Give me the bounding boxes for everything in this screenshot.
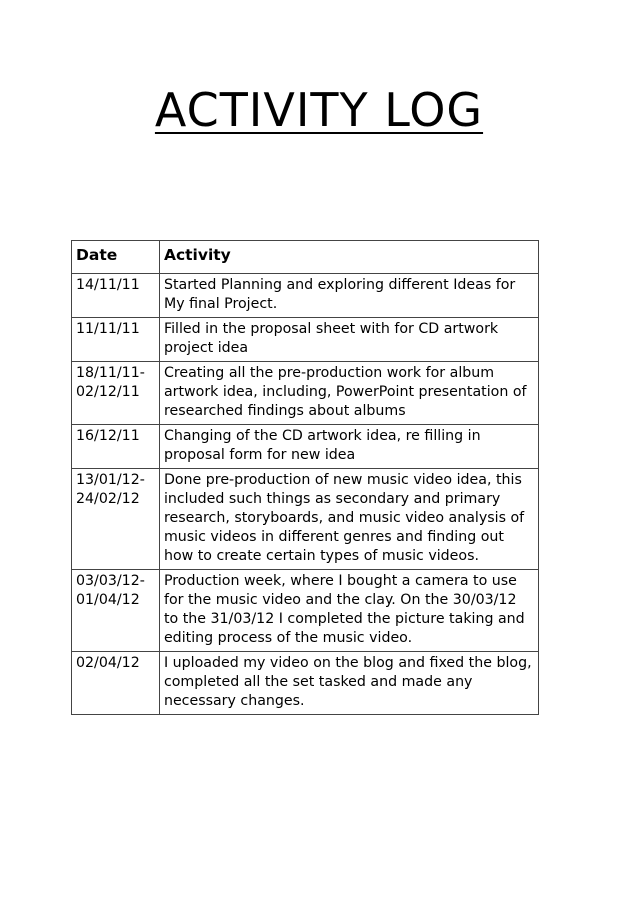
date-cell: 03/03/12- 01/04/12 xyxy=(72,570,160,652)
date-cell: 18/11/11- 02/12/11 xyxy=(72,362,160,425)
activity-cell: Filled in the proposal sheet with for CD artwork project idea xyxy=(159,318,538,362)
date-cell: 13/01/12- 24/02/12 xyxy=(72,469,160,570)
activity-column-header: Activity xyxy=(159,241,538,274)
activity-log-table xyxy=(71,240,539,715)
activity-cell: I uploaded my video on the blog and fixed the blog, completed all the set tasked and made any necessary changes. xyxy=(159,652,538,715)
table-header-row xyxy=(72,241,539,274)
activity-cell: Production week, where I bought a camera to use for the music video and the clay. On the 30/03/12 to the 31/03/12 I completed the picture taking and editing process of the music video. xyxy=(159,570,538,652)
activity-cell: Changing of the CD artwork idea, re filling in proposal form for new idea xyxy=(159,425,538,469)
table-row xyxy=(72,274,539,318)
page-title xyxy=(0,82,638,138)
date-cell: 11/11/11 xyxy=(72,318,160,362)
table-row xyxy=(72,570,539,652)
table-row xyxy=(72,425,539,469)
table-row xyxy=(72,469,539,570)
date-cell: 02/04/12 xyxy=(72,652,160,715)
activity-cell: Creating all the pre-production work for album artwork idea, including, PowerPoint presentation of researched findings about albums xyxy=(159,362,538,425)
date-cell: 16/12/11 xyxy=(72,425,160,469)
date-column-header: Date xyxy=(72,241,160,274)
table-row xyxy=(72,652,539,715)
activity-cell: Started Planning and exploring different Ideas for My final Project. xyxy=(159,274,538,318)
page-title-text: ACTIVITY LOG xyxy=(154,83,484,137)
activity-cell: Done pre-production of new music video idea, this included such things as secondary and primary research, storyboards, and music video analysis of music videos in different genres and finding out how to create certain types of music videos. xyxy=(159,469,538,570)
table-row xyxy=(72,318,539,362)
date-cell: 14/11/11 xyxy=(72,274,160,318)
table-row xyxy=(72,362,539,425)
